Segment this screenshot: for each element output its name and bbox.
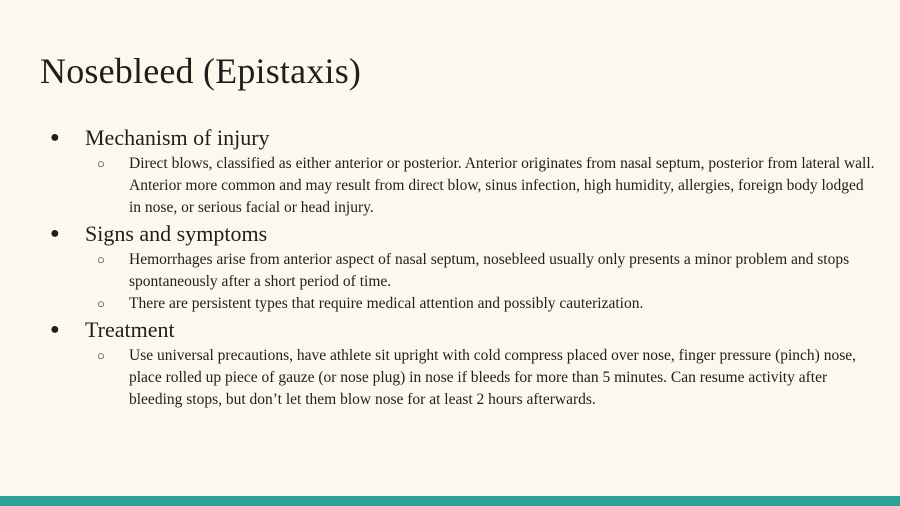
hollow-bullet-icon: ○ — [97, 156, 105, 171]
bullet-item-mechanism — [46, 123, 876, 153]
sub-bullet-item — [46, 249, 876, 293]
filled-bullet-icon: ● — [50, 225, 60, 242]
hollow-bullet-icon: ○ — [97, 348, 105, 363]
filled-bullet-icon: ● — [50, 321, 60, 338]
accent-bar — [0, 496, 900, 506]
sub-bullet-text: There are persistent types that require medical attention and possibly cauterization. — [129, 295, 644, 312]
bullet-heading: Mechanism of injury — [85, 125, 270, 150]
sub-bullet-text: Hemorrhages arise from anterior aspect of nasal septum, nosebleed usually only presents a minor problem and stops spontaneously after a short period of time. — [129, 251, 850, 290]
filled-bullet-icon: ● — [50, 129, 60, 146]
bullet-heading: Treatment — [85, 317, 175, 342]
slide-body — [46, 123, 876, 411]
bullet-heading: Signs and symptoms — [85, 221, 268, 246]
sub-bullet-item — [46, 293, 876, 315]
sub-bullet-text: Use universal precautions, have athlete sit upright with cold compress placed over nose, finger pressure (pinch) nose, place rolled up piece of gauze (or nose plug) in nose if bleeds for more than 5 minutes. Can resume activity after bleeding stops, but don’t let them blow nose for at least 2 hours afterwards. — [129, 347, 856, 408]
bullet-item-treatment — [46, 315, 876, 345]
hollow-bullet-icon: ○ — [97, 252, 105, 267]
sub-bullet-text: Direct blows, classified as either anterior or posterior. Anterior originates from nasal septum, posterior from lateral wall. Anterior more common and may result from direct blow, sinus infection, high humidity, allergies, foreign body lodged in nose, or serious facial or head injury. — [129, 155, 875, 216]
slide-title: Nosebleed (Epistaxis) — [40, 51, 362, 91]
hollow-bullet-icon: ○ — [97, 296, 105, 311]
sub-bullet-item — [46, 153, 876, 219]
sub-bullet-item — [46, 345, 876, 411]
bullet-item-signs — [46, 219, 876, 249]
